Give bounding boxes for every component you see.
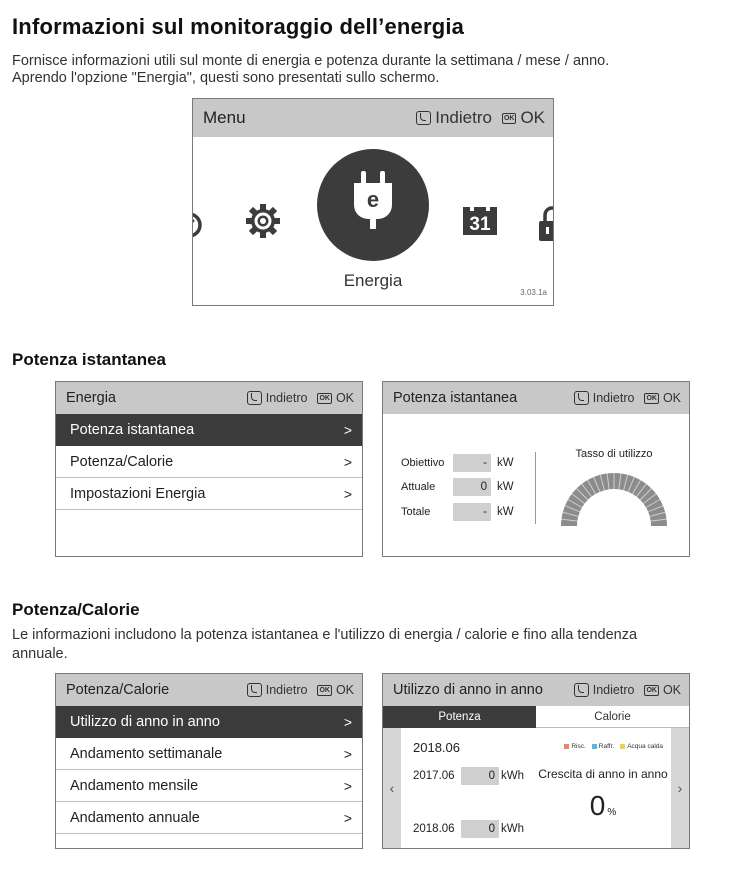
list-item-label: Impostazioni Energia <box>70 485 206 502</box>
row-unit: kWh <box>501 823 524 835</box>
growth-label: Crescita di anno in anno <box>538 767 668 781</box>
back-icon[interactable] <box>416 111 431 125</box>
list-item-label: Andamento mensile <box>70 777 199 794</box>
instant-power-nav <box>574 391 681 405</box>
back-icon[interactable] <box>247 683 262 697</box>
row-prev-year <box>413 767 524 785</box>
energy-menu-titlebar <box>56 382 362 414</box>
row-value: 0 <box>461 820 499 838</box>
list-item-label: Andamento settimanale <box>70 745 223 762</box>
back-icon[interactable] <box>574 683 589 697</box>
energy-letter: e <box>366 187 380 212</box>
back-icon[interactable] <box>247 391 262 405</box>
legend-item-hot-water <box>620 743 663 750</box>
utilization-gauge <box>551 462 677 528</box>
row-label: 2018.06 <box>413 823 455 835</box>
row-unit: kW <box>497 457 514 469</box>
year-usage-nav <box>574 683 681 697</box>
chevron-right-icon: > <box>343 421 352 438</box>
menu-titlebar <box>193 99 553 137</box>
menu-title: Menu <box>203 108 246 127</box>
ok-label[interactable]: OK <box>662 683 681 697</box>
row-value: 0 <box>461 767 499 785</box>
legend-item-heating <box>564 743 585 750</box>
row-unit: kWh <box>501 770 524 782</box>
intro-text-line-1: Fornisce informazioni utili sul monte di energia e potenza durante la settimana / mese / anno. <box>12 53 610 69</box>
current-date: 2018.06 <box>413 740 460 755</box>
gear-icon[interactable] <box>245 203 281 239</box>
back-label[interactable]: Indietro <box>592 391 635 405</box>
year-usage-title: Utilizzo di anno in anno <box>393 682 543 698</box>
back-label[interactable]: Indietro <box>435 108 492 127</box>
calendar-icon[interactable] <box>461 203 501 239</box>
page-title: Informazioni sul monitoraggio dell’energia <box>12 14 465 39</box>
section-heading-instant: Potenza istantanea <box>12 350 166 369</box>
instant-power-titlebar <box>383 382 689 414</box>
divider <box>535 452 536 524</box>
version-label: 3.03.1a <box>520 288 547 297</box>
next-page-button[interactable] <box>671 728 689 848</box>
energy-menu-button[interactable] <box>317 149 429 261</box>
ok-icon[interactable]: OK <box>503 114 515 122</box>
legend-label: Risc. <box>571 743 586 750</box>
back-label[interactable]: Indietro <box>265 391 308 405</box>
chevron-right-icon: > <box>343 777 352 794</box>
ok-icon[interactable]: OK <box>646 686 657 694</box>
energy-menu-title: Energia <box>66 390 116 406</box>
calendar-day: 31 <box>469 214 491 235</box>
gauge-title: Tasso di utilizzo <box>575 448 653 460</box>
calorie-menu-title: Potenza/Calorie <box>66 682 170 698</box>
row-obiettivo <box>401 454 514 472</box>
prev-page-button[interactable] <box>383 728 401 848</box>
legend-swatch <box>564 744 569 749</box>
ok-label[interactable]: OK <box>662 391 681 405</box>
chevron-right-icon: > <box>343 453 352 470</box>
legend <box>564 743 663 750</box>
ok-label[interactable]: OK <box>335 391 354 405</box>
tab-calorie[interactable]: Calorie <box>536 706 689 728</box>
list-item-utilizzo-anno[interactable] <box>56 706 362 738</box>
instant-power-screen <box>382 381 690 557</box>
back-label[interactable]: Indietro <box>592 683 635 697</box>
list-item-impostazioni-energia[interactable] <box>56 478 362 510</box>
list-item-label: Potenza istantanea <box>70 421 195 438</box>
ok-icon[interactable]: OK <box>319 394 330 402</box>
chevron-right-icon: > <box>343 809 352 826</box>
selected-menu-label: Energia <box>343 271 403 290</box>
back-icon[interactable] <box>574 391 589 405</box>
row-label: Attuale <box>401 481 436 493</box>
calorie-menu-nav <box>247 683 354 697</box>
chevron-right-icon: > <box>343 485 352 502</box>
row-value: - <box>453 503 491 521</box>
row-unit: kW <box>497 481 514 493</box>
tab-bar <box>383 706 689 728</box>
energy-menu-screen <box>55 381 363 557</box>
list-item-andamento-annuale[interactable] <box>56 802 362 834</box>
year-usage-titlebar <box>383 674 689 706</box>
calorie-menu-titlebar <box>56 674 362 706</box>
calorie-text-line-1: Le informazioni includono la potenza istantanea e l'utilizzo di energia / calorie e fino alla tendenza <box>12 627 638 643</box>
row-attuale <box>401 478 514 496</box>
chevron-right-icon: > <box>343 745 352 762</box>
plug-cord <box>370 219 376 229</box>
growth-value: 0 <box>589 790 606 821</box>
back-label[interactable]: Indietro <box>265 683 308 697</box>
row-value: 0 <box>453 478 491 496</box>
chevron-left-icon: ‹ <box>389 780 395 796</box>
growth-unit: % <box>607 807 617 818</box>
calorie-text-line-2: annuale. <box>12 646 68 662</box>
menu-screen <box>192 98 554 306</box>
menu-nav <box>416 108 545 128</box>
list-item-label: Potenza/Calorie <box>70 453 174 470</box>
energy-menu-nav <box>247 391 354 405</box>
growth-readout <box>535 790 671 822</box>
ok-icon[interactable]: OK <box>646 394 657 402</box>
calorie-menu-screen <box>55 673 363 849</box>
chevron-right-icon: › <box>677 780 683 796</box>
ok-label[interactable]: OK <box>335 683 354 697</box>
list-item-label: Utilizzo di anno in anno <box>70 713 220 730</box>
row-label: 2017.06 <box>413 770 455 782</box>
list-item-potenza-calorie[interactable] <box>56 446 362 478</box>
instant-power-title: Potenza istantanea <box>393 390 518 406</box>
section-heading-calorie: Potenza/Calorie <box>12 600 140 619</box>
row-label: Obiettivo <box>401 457 445 469</box>
year-usage-screen <box>382 673 690 849</box>
row-value: - <box>453 454 491 472</box>
lock-icon[interactable] <box>537 203 554 243</box>
list-item-andamento-settimanale[interactable] <box>56 738 362 770</box>
ok-icon[interactable]: OK <box>319 686 330 694</box>
list-item-label: Andamento annuale <box>70 809 200 826</box>
legend-swatch <box>620 744 625 749</box>
row-curr-year <box>413 820 524 838</box>
chevron-right-icon: > <box>343 713 352 730</box>
intro-text-line-2: Aprendo l'opzione "Energia", questi sono presentati sullo schermo. <box>12 70 440 86</box>
row-unit: kW <box>497 506 514 518</box>
list-item-andamento-mensile[interactable] <box>56 770 362 802</box>
legend-item-cooling <box>592 743 614 750</box>
list-item-potenza-istantanea[interactable] <box>56 414 362 446</box>
row-totale <box>401 503 514 521</box>
legend-swatch <box>592 744 597 749</box>
legend-label: Raffr. <box>598 743 615 750</box>
tab-potenza[interactable]: Potenza <box>383 706 536 728</box>
stopwatch-icon[interactable] <box>192 203 209 243</box>
legend-label: Acqua calda <box>627 743 663 750</box>
row-label: Totale <box>401 506 431 518</box>
ok-label[interactable]: OK <box>520 108 545 127</box>
